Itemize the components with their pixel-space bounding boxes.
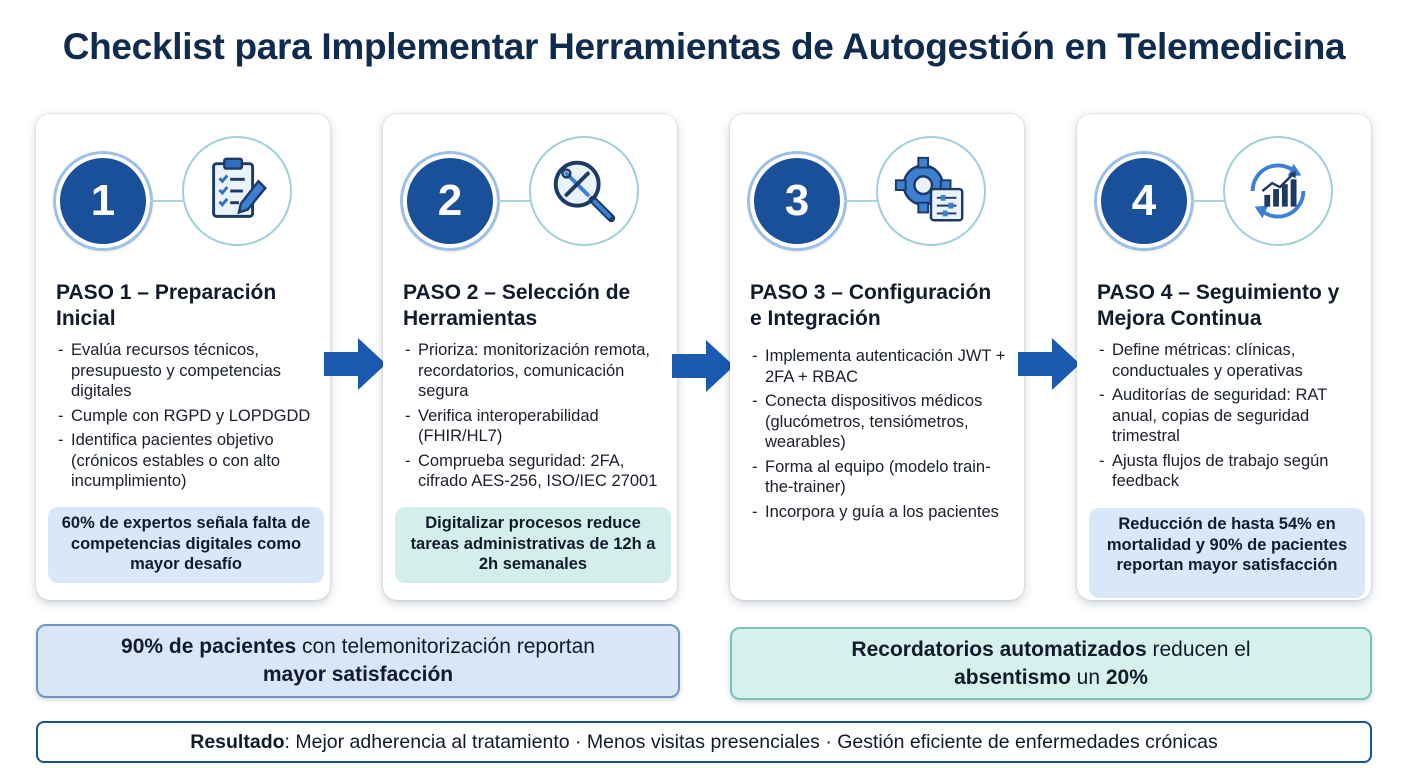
arrow-right-icon	[322, 336, 388, 392]
step-number-badge: 2	[403, 154, 497, 248]
step-bullets	[1099, 340, 1361, 496]
banner-text: reducen el	[1146, 637, 1251, 661]
connector-line	[150, 200, 184, 202]
banner-bold-text: 20%	[1105, 665, 1148, 689]
step-bullets	[752, 346, 1014, 526]
bullet-item: - Prioriza: monitorización remota, recordatorios, comunicación segura	[405, 340, 667, 402]
step-title-line: Inicial	[56, 307, 116, 330]
chart-cycle-icon	[1223, 136, 1333, 246]
bullet-item: - Forma al equipo (modelo train-the-trainer)	[752, 457, 1014, 498]
step-title-line: PASO 2 – Selección de	[403, 281, 631, 304]
step-title	[1097, 280, 1359, 332]
step-card-2	[383, 114, 677, 600]
step-title-line: Herramientas	[403, 307, 538, 330]
bullet-item: - Comprueba seguridad: 2FA, cifrado AES-256, ISO/IEC 27001	[405, 451, 667, 492]
step-title-line: PASO 1 – Preparación	[56, 281, 277, 304]
banner-bold-text: mayor satisfacción	[262, 663, 454, 686]
arrow-right-icon	[670, 338, 736, 394]
banner-bold-text: 90% de pacientes	[121, 635, 297, 658]
magnifier-tools-icon	[529, 136, 639, 246]
step-bullets	[58, 340, 320, 496]
bullet-item: - Cumple con RGPD y LOPDGDD	[58, 406, 320, 427]
step-number-badge: 3	[750, 154, 844, 248]
result-bar	[36, 721, 1372, 763]
bullet-item: - Verifica interoperabilidad (FHIR/HL7)	[405, 406, 667, 447]
banner-text: con telemonitorización reportan	[296, 635, 595, 658]
stat-highlight: 60% de expertos señala falta de competencias digitales como mayor desafío	[48, 507, 324, 583]
step-number-badge: 4	[1097, 154, 1191, 248]
bullet-item: - Define métricas: clínicas, conductuales y operativas	[1099, 340, 1361, 381]
bullet-item: - Auditorías de seguridad: RAT anual, copias de seguridad trimestral	[1099, 385, 1361, 447]
banner-text: un	[1070, 665, 1106, 689]
bullet-item: - Ajusta flujos de trabajo según feedback	[1099, 451, 1361, 492]
step-number-badge: 1	[56, 154, 150, 248]
step-card-4	[1077, 114, 1371, 600]
step-title	[750, 280, 1012, 332]
stat-highlight: Digitalizar procesos reduce tareas administrativas de 12h a 2h semanales	[395, 507, 671, 583]
step-card-1	[36, 114, 330, 600]
result-label: Resultado	[190, 730, 285, 753]
bullet-item: - Conecta dispositivos médicos (glucómetros, tensiómetros, wearables)	[752, 391, 1014, 453]
connector-line	[844, 200, 878, 202]
step-title-line: Mejora Continua	[1097, 307, 1262, 330]
gear-settings-icon	[876, 136, 986, 246]
bullet-item: - Incorpora y guía a los pacientes	[752, 502, 1014, 523]
stat-highlight: Reducción de hasta 54% en mortalidad y 90% de pacientes reportan mayor satisfacción	[1089, 508, 1365, 598]
result-text: : Mejor adherencia al tratamiento · Menos visitas presenciales · Gestión eficiente de enfermedades crónicas	[284, 730, 1218, 753]
step-card-3	[730, 114, 1024, 600]
connector-line	[1191, 200, 1225, 202]
step-title-line: PASO 3 – Configuración	[750, 281, 992, 304]
connector-line	[497, 200, 531, 202]
bullet-item: - Implementa autenticación JWT + 2FA + RBAC	[752, 346, 1014, 387]
step-bullets	[405, 340, 667, 496]
banner-bold-text: Recordatorios automatizados	[851, 637, 1147, 661]
step-title-line: PASO 4 – Seguimiento y	[1097, 281, 1340, 304]
step-title	[403, 280, 665, 332]
bullet-item: - Identifica pacientes objetivo (crónicos estables o con alto incumplimiento)	[58, 430, 320, 492]
page-title: Checklist para Implementar Herramientas de Autogestión en Telemedicina	[62, 26, 1346, 67]
clipboard-checklist-icon	[182, 136, 292, 246]
reminders-banner	[730, 627, 1372, 700]
arrow-right-icon	[1016, 336, 1082, 392]
step-title	[56, 280, 318, 332]
banner-bold-text: absentismo	[954, 665, 1071, 689]
satisfaction-banner	[36, 624, 680, 698]
bullet-item: - Evalúa recursos técnicos, presupuesto y competencias digitales	[58, 340, 320, 402]
step-title-line: e Integración	[750, 307, 881, 330]
